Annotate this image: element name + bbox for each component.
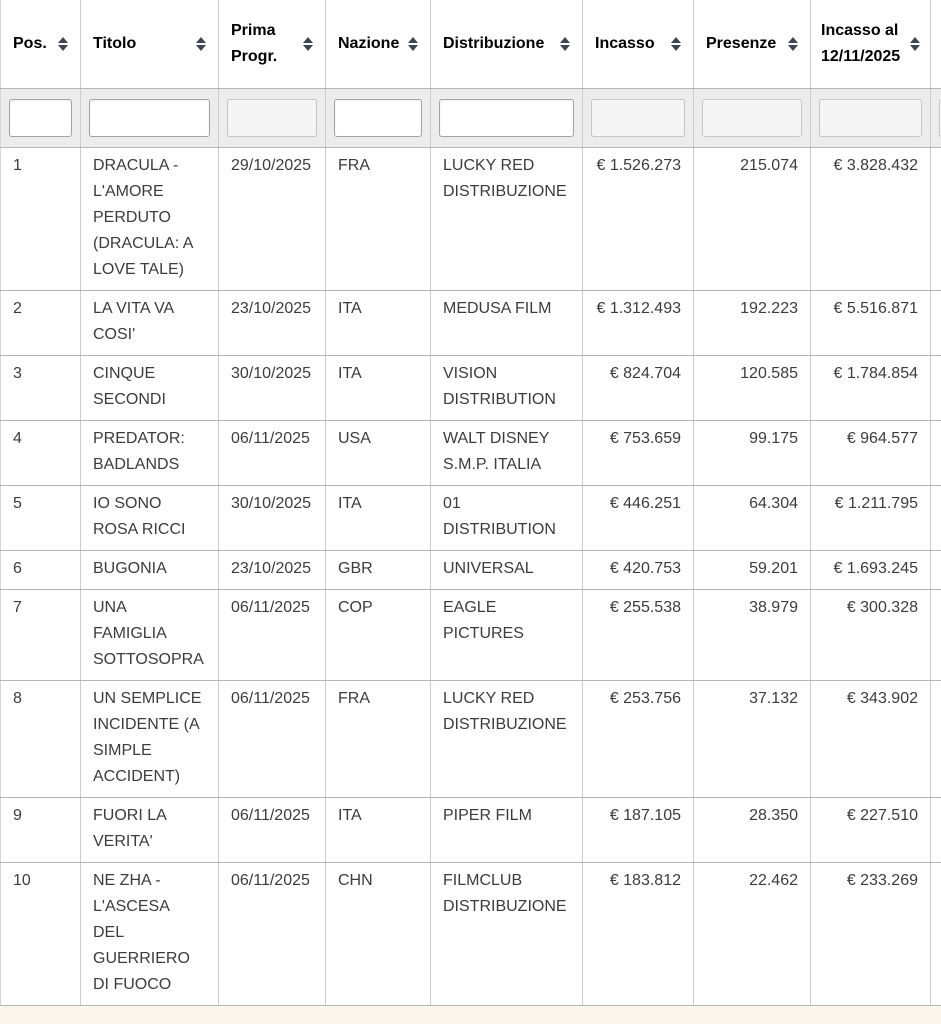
cell-incasso <box>583 550 694 589</box>
cell-incasso-al <box>811 589 931 680</box>
cell-titolo <box>81 862 219 1005</box>
presenze-value: 37.132 <box>749 689 798 707</box>
table-row <box>1 147 941 290</box>
sort-asc-desc-icon[interactable] <box>58 37 68 51</box>
cell-prima-progr <box>219 589 326 680</box>
titolo-value: UN SEMPLICE INCIDENTE (A SIMPLE ACCIDENT) <box>93 689 202 785</box>
cell-incasso <box>583 797 694 862</box>
presenze-value: 64.304 <box>749 494 798 512</box>
titolo-value: IO SONO ROSA RICCI <box>93 494 186 538</box>
cell-incasso <box>583 485 694 550</box>
prima-progr-value: 23/10/2025 <box>231 299 312 317</box>
col-header-incasso-al[interactable] <box>811 0 931 88</box>
cell-pos <box>1 485 81 550</box>
pos-value: 5 <box>13 494 22 512</box>
cell-incasso-al <box>811 420 931 485</box>
cell-pos <box>1 290 81 355</box>
cell-incasso <box>583 355 694 420</box>
sort-asc-desc-icon[interactable] <box>196 37 206 51</box>
cell-distribuzione <box>431 589 583 680</box>
prima-progr-value: 30/10/2025 <box>231 494 312 512</box>
cell-nazione <box>326 290 431 355</box>
incasso-al-value: € 5.516.871 <box>833 299 918 317</box>
cell-distribuzione <box>431 550 583 589</box>
distribuzione-value: UNIVERSAL <box>443 559 534 577</box>
incasso-value: € 255.538 <box>609 598 681 616</box>
cell-nazione <box>326 550 431 589</box>
distribuzione-value: EAGLE PICTURES <box>443 598 524 642</box>
cell-presenze <box>694 420 811 485</box>
table-row <box>1 550 941 589</box>
nazione-value: CHN <box>338 871 373 889</box>
table-row <box>1 420 941 485</box>
prima-progr-value: 30/10/2025 <box>231 364 312 382</box>
cell-partial <box>931 485 941 550</box>
presenze-value: 22.462 <box>749 871 798 889</box>
cell-presenze <box>694 355 811 420</box>
presenze-value: 99.175 <box>749 429 798 447</box>
pos-value: 6 <box>13 559 22 577</box>
cell-incasso <box>583 680 694 797</box>
cell-incasso <box>583 589 694 680</box>
filter-input-presenze <box>702 99 802 137</box>
cell-presenze <box>694 589 811 680</box>
cell-partial <box>931 862 941 1005</box>
cell-titolo <box>81 290 219 355</box>
cell-pos <box>1 420 81 485</box>
cell-prima-progr <box>219 797 326 862</box>
filter-input-prima-progr <box>227 99 317 137</box>
table-row <box>1 589 941 680</box>
incasso-value: € 1.312.493 <box>596 299 681 317</box>
cell-presenze <box>694 680 811 797</box>
cell-nazione <box>326 355 431 420</box>
cell-partial <box>931 589 941 680</box>
cell-prima-progr <box>219 862 326 1005</box>
footer-strip <box>0 1006 941 1024</box>
cell-presenze <box>694 550 811 589</box>
cell-partial <box>931 147 941 290</box>
cell-incasso-al <box>811 355 931 420</box>
incasso-al-value: € 300.328 <box>846 598 918 616</box>
pos-value: 4 <box>13 429 22 447</box>
cell-titolo <box>81 550 219 589</box>
filter-input-titolo[interactable] <box>89 99 210 137</box>
table-row <box>1 355 941 420</box>
table-row <box>1 290 941 355</box>
cell-nazione <box>326 589 431 680</box>
cell-incasso-al <box>811 290 931 355</box>
col-header-label: Nazione <box>338 34 400 52</box>
incasso-al-value: € 233.269 <box>846 871 918 889</box>
cell-partial <box>931 420 941 485</box>
incasso-value: € 1.526.273 <box>596 156 681 174</box>
pos-value: 10 <box>13 871 31 889</box>
col-header-pos[interactable] <box>1 0 81 88</box>
prima-progr-value: 29/10/2025 <box>231 156 312 174</box>
cell-partial <box>931 550 941 589</box>
presenze-value: 192.223 <box>740 299 798 317</box>
cell-incasso <box>583 420 694 485</box>
cell-nazione <box>326 680 431 797</box>
cell-nazione <box>326 797 431 862</box>
cell-distribuzione <box>431 355 583 420</box>
table-row <box>1 797 941 862</box>
header-row <box>1 0 941 88</box>
distribuzione-value: MEDUSA FILM <box>443 299 552 317</box>
presenze-value: 215.074 <box>740 156 798 174</box>
cell-presenze <box>694 797 811 862</box>
nazione-value: ITA <box>338 494 362 512</box>
cell-partial <box>931 290 941 355</box>
cell-prima-progr <box>219 550 326 589</box>
col-header-nazione[interactable] <box>326 0 431 88</box>
cell-distribuzione <box>431 680 583 797</box>
sort-asc-desc-icon[interactable] <box>303 37 313 51</box>
cell-distribuzione <box>431 862 583 1005</box>
presenze-value: 59.201 <box>749 559 798 577</box>
prima-progr-value: 06/11/2025 <box>231 598 310 616</box>
distribuzione-value: VISION DISTRIBUTION <box>443 364 556 408</box>
filter-row <box>1 88 941 147</box>
filter-input-incasso <box>591 99 685 137</box>
table-row <box>1 680 941 797</box>
incasso-value: € 446.251 <box>609 494 681 512</box>
pos-value: 3 <box>13 364 22 382</box>
incasso-al-value: € 1.784.854 <box>833 364 918 382</box>
col-header-prima-progr[interactable] <box>219 0 326 88</box>
titolo-value: CINQUE SECONDI <box>93 364 166 408</box>
col-header-label: Pos. <box>13 34 47 52</box>
incasso-value: € 753.659 <box>609 429 681 447</box>
prima-progr-value: 23/10/2025 <box>231 559 312 577</box>
prima-progr-value: 06/11/2025 <box>231 689 310 707</box>
titolo-value: PREDATOR: BADLANDS <box>93 429 185 473</box>
nazione-value: FRA <box>338 156 370 174</box>
cell-presenze <box>694 862 811 1005</box>
cell-nazione <box>326 420 431 485</box>
cell-partial <box>931 355 941 420</box>
sort-asc-desc-icon[interactable] <box>910 37 920 51</box>
col-header-label: Incasso <box>595 34 655 52</box>
nazione-value: FRA <box>338 689 370 707</box>
cell-titolo <box>81 797 219 862</box>
prima-progr-value: 06/11/2025 <box>231 429 310 447</box>
cell-partial <box>931 797 941 862</box>
table-body <box>1 147 941 1005</box>
cell-presenze <box>694 147 811 290</box>
col-header-presenze[interactable] <box>694 0 811 88</box>
col-header-label: Presenze <box>706 34 777 52</box>
pos-value: 1 <box>13 156 22 174</box>
cell-pos <box>1 147 81 290</box>
cell-prima-progr <box>219 680 326 797</box>
nazione-value: COP <box>338 598 373 616</box>
cell-partial <box>931 680 941 797</box>
incasso-al-value: € 964.577 <box>846 429 918 447</box>
nazione-value: GBR <box>338 559 373 577</box>
cell-distribuzione <box>431 290 583 355</box>
incasso-value: € 187.105 <box>609 806 681 824</box>
cell-pos <box>1 797 81 862</box>
cell-incasso-al <box>811 485 931 550</box>
distribuzione-value: PIPER FILM <box>443 806 532 824</box>
pos-value: 9 <box>13 806 22 824</box>
cell-titolo <box>81 589 219 680</box>
col-header-titolo[interactable] <box>81 0 219 88</box>
presenze-value: 28.350 <box>749 806 798 824</box>
cell-distribuzione <box>431 147 583 290</box>
table-row <box>1 485 941 550</box>
distribuzione-value: LUCKY RED DISTRIBUZIONE <box>443 156 567 200</box>
cell-prima-progr <box>219 420 326 485</box>
cell-titolo <box>81 485 219 550</box>
nazione-value: ITA <box>338 364 362 382</box>
col-header-label: Incasso al 12/11/2025 <box>821 21 901 65</box>
table-row <box>1 862 941 1005</box>
cell-pos <box>1 862 81 1005</box>
cell-incasso-al <box>811 862 931 1005</box>
presenze-value: 38.979 <box>749 598 798 616</box>
nazione-value: USA <box>338 429 371 447</box>
incasso-al-value: € 1.211.795 <box>834 494 918 512</box>
presenze-value: 120.585 <box>740 364 798 382</box>
cell-distribuzione <box>431 797 583 862</box>
incasso-al-value: € 1.693.245 <box>833 559 918 577</box>
col-header-partial <box>931 0 941 88</box>
col-header-label: Prima Progr. <box>231 21 278 65</box>
cell-incasso <box>583 147 694 290</box>
filter-input-nazione[interactable] <box>334 99 422 137</box>
cell-pos <box>1 550 81 589</box>
incasso-al-value: € 3.828.432 <box>833 156 918 174</box>
titolo-value: LA VITA VA COSI' <box>93 299 174 343</box>
cell-distribuzione <box>431 485 583 550</box>
sort-asc-desc-icon[interactable] <box>560 37 570 51</box>
distribuzione-value: 01 DISTRIBUTION <box>443 494 556 538</box>
cell-presenze <box>694 485 811 550</box>
cell-nazione <box>326 485 431 550</box>
titolo-value: UNA FAMIGLIA SOTTOSOPRA <box>93 598 204 668</box>
distribuzione-value: LUCKY RED DISTRIBUZIONE <box>443 689 567 733</box>
pos-value: 2 <box>13 299 22 317</box>
cell-incasso-al <box>811 147 931 290</box>
cell-titolo <box>81 147 219 290</box>
filter-input-incasso-al <box>819 99 922 137</box>
cell-nazione <box>326 862 431 1005</box>
titolo-value: NE ZHA - L'ASCESA DEL GUERRIERO DI FUOCO <box>93 871 190 993</box>
cell-distribuzione <box>431 420 583 485</box>
cell-pos <box>1 589 81 680</box>
cell-nazione <box>326 147 431 290</box>
incasso-al-value: € 227.510 <box>846 806 918 824</box>
incasso-value: € 183.812 <box>609 871 681 889</box>
titolo-value: BUGONIA <box>93 559 167 577</box>
cell-titolo <box>81 355 219 420</box>
col-header-incasso[interactable] <box>583 0 694 88</box>
cell-titolo <box>81 680 219 797</box>
col-header-label: Titolo <box>93 34 137 52</box>
prima-progr-value: 06/11/2025 <box>231 871 310 889</box>
cell-pos <box>1 355 81 420</box>
nazione-value: ITA <box>338 806 362 824</box>
cell-pos <box>1 680 81 797</box>
incasso-value: € 253.756 <box>609 689 681 707</box>
distribuzione-value: FILMCLUB DISTRIBUZIONE <box>443 871 567 915</box>
cell-incasso-al <box>811 680 931 797</box>
incasso-al-value: € 343.902 <box>846 689 918 707</box>
cell-prima-progr <box>219 485 326 550</box>
cell-incasso-al <box>811 797 931 862</box>
incasso-value: € 420.753 <box>609 559 681 577</box>
prima-progr-value: 06/11/2025 <box>231 806 310 824</box>
cell-incasso <box>583 290 694 355</box>
nazione-value: ITA <box>338 299 362 317</box>
cell-incasso <box>583 862 694 1005</box>
sort-asc-desc-icon[interactable] <box>408 37 418 51</box>
pos-value: 7 <box>13 598 22 616</box>
filter-input-pos[interactable] <box>9 99 72 137</box>
pos-value: 8 <box>13 689 22 707</box>
titolo-value: DRACULA - L'AMORE PERDUTO (DRACULA: A LOVE TALE) <box>93 156 193 278</box>
col-header-label: Distribuzione <box>443 34 545 52</box>
cell-incasso-al <box>811 550 931 589</box>
distribuzione-value: WALT DISNEY S.M.P. ITALIA <box>443 429 550 473</box>
incasso-value: € 824.704 <box>609 364 681 382</box>
sort-asc-desc-icon[interactable] <box>788 37 798 51</box>
cell-titolo <box>81 420 219 485</box>
col-header-distribuzione[interactable] <box>431 0 583 88</box>
cell-prima-progr <box>219 355 326 420</box>
sort-asc-desc-icon[interactable] <box>671 37 681 51</box>
cell-presenze <box>694 290 811 355</box>
cell-prima-progr <box>219 147 326 290</box>
filter-input-distribuzione[interactable] <box>439 99 574 137</box>
titolo-value: FUORI LA VERITA' <box>93 806 166 850</box>
cell-prima-progr <box>219 290 326 355</box>
